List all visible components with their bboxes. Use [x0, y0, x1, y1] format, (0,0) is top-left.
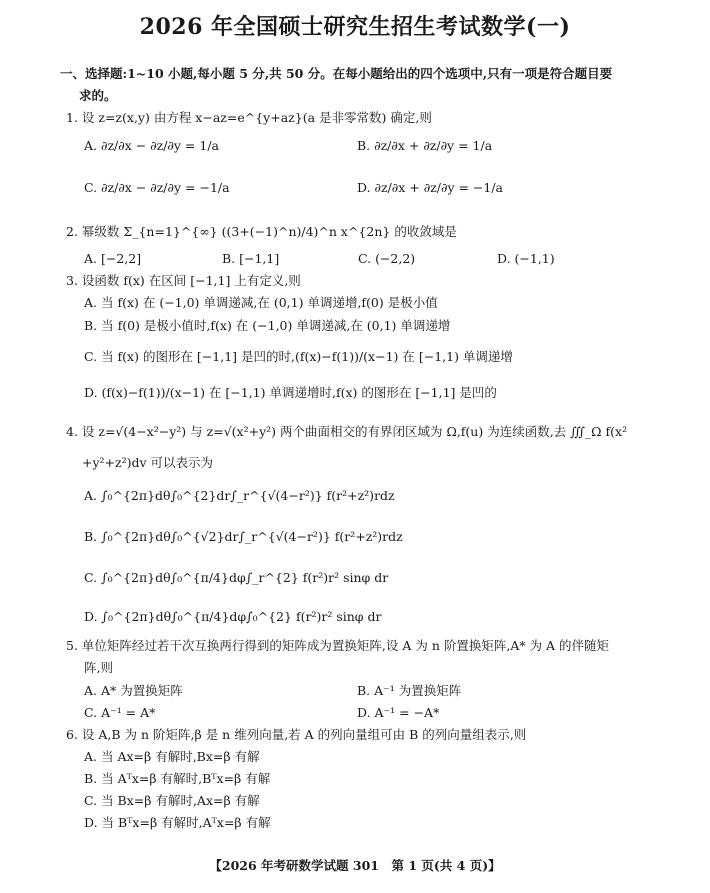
q6-option-c: C. 当 Bx=β 有解时,Ax=β 有解: [84, 793, 260, 808]
q3-option-a: A. 当 f(x) 在 (−1,0) 单调递减,在 (0,1) 单调递增,f(0) 是极小值: [84, 295, 438, 310]
page-title: 2026 年全国硕士研究生招生考试数学(一): [139, 14, 571, 40]
q1-option-a: A. ∂z/∂x − ∂z/∂y = 1/a: [84, 138, 219, 153]
q5-option-c: C. A⁻¹ = A*: [84, 705, 156, 720]
q2-option-b: B. [−1,1]: [222, 251, 280, 266]
page-footer: 【2026 年考研数学试题 301 第 1 页(共 4 页)】: [209, 858, 501, 873]
section-instruction-line2: 求的。: [79, 88, 117, 103]
q1-option-b: B. ∂z/∂x + ∂z/∂y = 1/a: [357, 138, 493, 153]
q2-option-d: D. (−1,1): [497, 251, 555, 266]
q4-stem-line1: 4. 设 z=√(4−x²−y²) 与 z=√(x²+y²) 两个曲面相交的有界闭区域为 Ω,f(u) 为连续函数,去 ∭_Ω f(x²: [66, 424, 628, 439]
q6-option-d: D. 当 Bᵀx=β 有解时,Aᵀx=β 有解: [84, 815, 271, 830]
q5-stem-line2: 阵,则: [84, 660, 113, 675]
q3-option-b: B. 当 f(0) 是极小值时,f(x) 在 (−1,0) 单调递减,在 (0,1) 单调递增: [84, 318, 451, 333]
q4-stem-line2: +y²+z²)dv 可以表示为: [82, 455, 214, 470]
q6-option-b: B. 当 Aᵀx=β 有解时,Bᵀx=β 有解: [84, 771, 271, 786]
q5-stem-line1: 5. 单位矩阵经过若干次互换两行得到的矩阵成为置换矩阵,设 A 为 n 阶置换矩阵,A* 为 A 的伴随矩: [66, 638, 610, 653]
q5-option-d: D. A⁻¹ = −A*: [357, 705, 440, 720]
q1-option-c: C. ∂z/∂x − ∂z/∂y = −1/a: [84, 180, 230, 195]
q6-option-a: A. 当 Ax=β 有解时,Bx=β 有解: [84, 749, 260, 764]
q1-stem: 1. 设 z=z(x,y) 由方程 x−az=e^{y+az}(a 是非零常数) 确定,则: [66, 110, 432, 125]
q2-stem: 2. 幂级数 Σ_{n=1}^{∞} ((3+(−1)^n)/4)^n x^{2n} 的收敛域是: [66, 224, 457, 239]
q5-option-a: A. A* 为置换矩阵: [84, 683, 183, 698]
q3-option-d: D. (f(x)−f(1))/(x−1) 在 [−1,1) 单调递增时,f(x) 的图形在 [−1,1] 是凹的: [84, 385, 497, 400]
q2-option-c: C. (−2,2): [358, 251, 416, 266]
section-instruction-line1: 一、选择题:1~10 小题,每小题 5 分,共 50 分。在每小题给出的四个选项中,只有一项是符合题目要: [60, 66, 613, 81]
q4-option-c: C. ∫₀^{2π}dθ∫₀^{π/4}dφ∫_r^{2} f(r²)r² sinφ dr: [84, 570, 389, 585]
q5-option-b: B. A⁻¹ 为置换矩阵: [357, 683, 462, 698]
q4-option-a: A. ∫₀^{2π}dθ∫₀^{2}dr∫_r^{√(4−r²)} f(r²+z²)rdz: [84, 488, 395, 503]
q3-option-c: C. 当 f(x) 的图形在 [−1,1] 是凹的时,(f(x)−f(1))/(x−1) 在 [−1,1) 单调递增: [84, 349, 513, 364]
q4-option-d: D. ∫₀^{2π}dθ∫₀^{π/4}dφ∫₀^{2} f(r²)r² sinφ dr: [84, 609, 382, 624]
q2-option-a: A. [−2,2]: [84, 251, 142, 266]
q1-option-d: D. ∂z/∂x + ∂z/∂y = −1/a: [357, 180, 504, 195]
q4-option-b: B. ∫₀^{2π}dθ∫₀^{√2}dr∫_r^{√(4−r²)} f(r²+z²)rdz: [84, 529, 403, 544]
q3-stem: 3. 设函数 f(x) 在区间 [−1,1] 上有定义,则: [66, 273, 301, 288]
q6-stem: 6. 设 A,B 为 n 阶矩阵,β 是 n 维列向量,若 A 的列向量组可由 B 的列向量组表示,则: [66, 727, 527, 742]
